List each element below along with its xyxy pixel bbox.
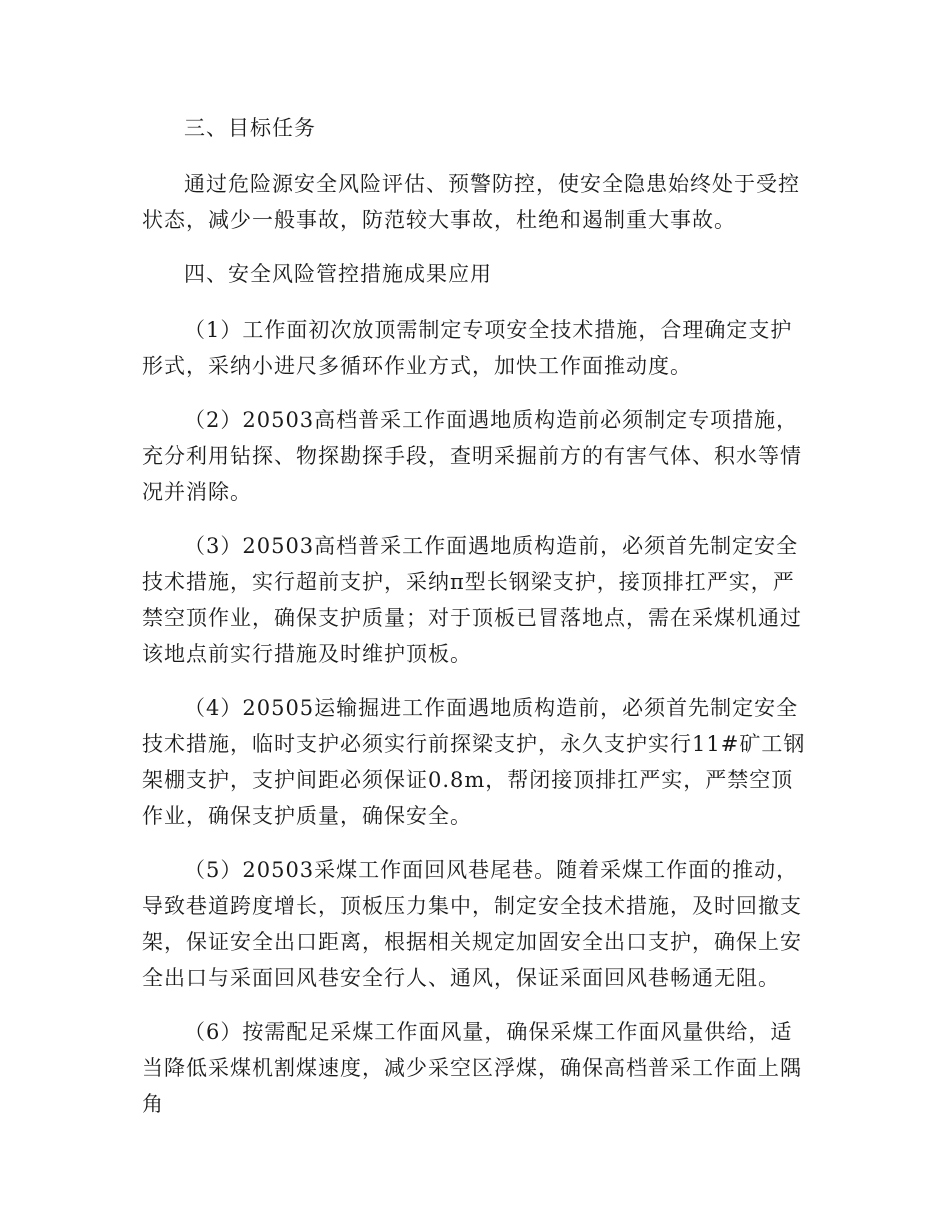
- measure-item-6: （6）按需配足采煤工作面风量，确保采煤工作面风量供给，适当降低采煤机割煤速度，减少采空区浮煤，确保高档普采工作面上隅角: [142, 1020, 802, 1116]
- goal-paragraph: 通过危险源安全风险评估、预警防控，使安全隐患始终处于受控状态，减少一般事故，防范较大事故，杜绝和遏制重大事故。: [142, 172, 800, 232]
- measure-item-5: （5）20503采煤工作面回风巷尾巷。随着采煤工作面的推动，导致巷道跨度增长，顶板压力集中，制定安全技术措施，及时回撤支架，保证安全出口距离，根据相关规定加固安全出口支护，确保上安全出口与采面回风巷安全行人、通风，保证采面回风巷畅通无阻。: [142, 858, 802, 990]
- measure-item-4: （4）20505运输掘进工作面遇地质构造前，必须首先制定安全技术措施，临时支护必须实行前探梁支护，永久支护实行11#矿工钢架棚支护，支护间距必须保证0.8m，帮闭接顶排扛严实，严禁空顶作业，确保支护质量，确保安全。: [142, 696, 806, 828]
- section-heading-3: 三、目标任务: [184, 116, 316, 140]
- section-heading-4: 四、安全风险管控措施成果应用: [184, 262, 492, 286]
- measure-item-2: （2）20503高档普采工作面遇地质构造前必须制定专项措施，充分利用钻探、物探勘探手段，查明采掘前方的有害气体、积水等情况并消除。: [142, 408, 802, 504]
- measure-item-1: （1）工作面初次放顶需制定专项安全技术措施，合理确定支护形式，采纳小进尺多循环作业方式，加快工作面推动度。: [142, 318, 793, 378]
- measure-item-3: （3）20503高档普采工作面遇地质构造前，必须首先制定安全技术措施，实行超前支护，采纳π型长钢梁支护，接顶排扛严实，严禁空顶作业，确保支护质量；对于顶板已冒落地点，需在采煤机通过该地点前实行措施及时维护顶板。: [142, 534, 802, 666]
